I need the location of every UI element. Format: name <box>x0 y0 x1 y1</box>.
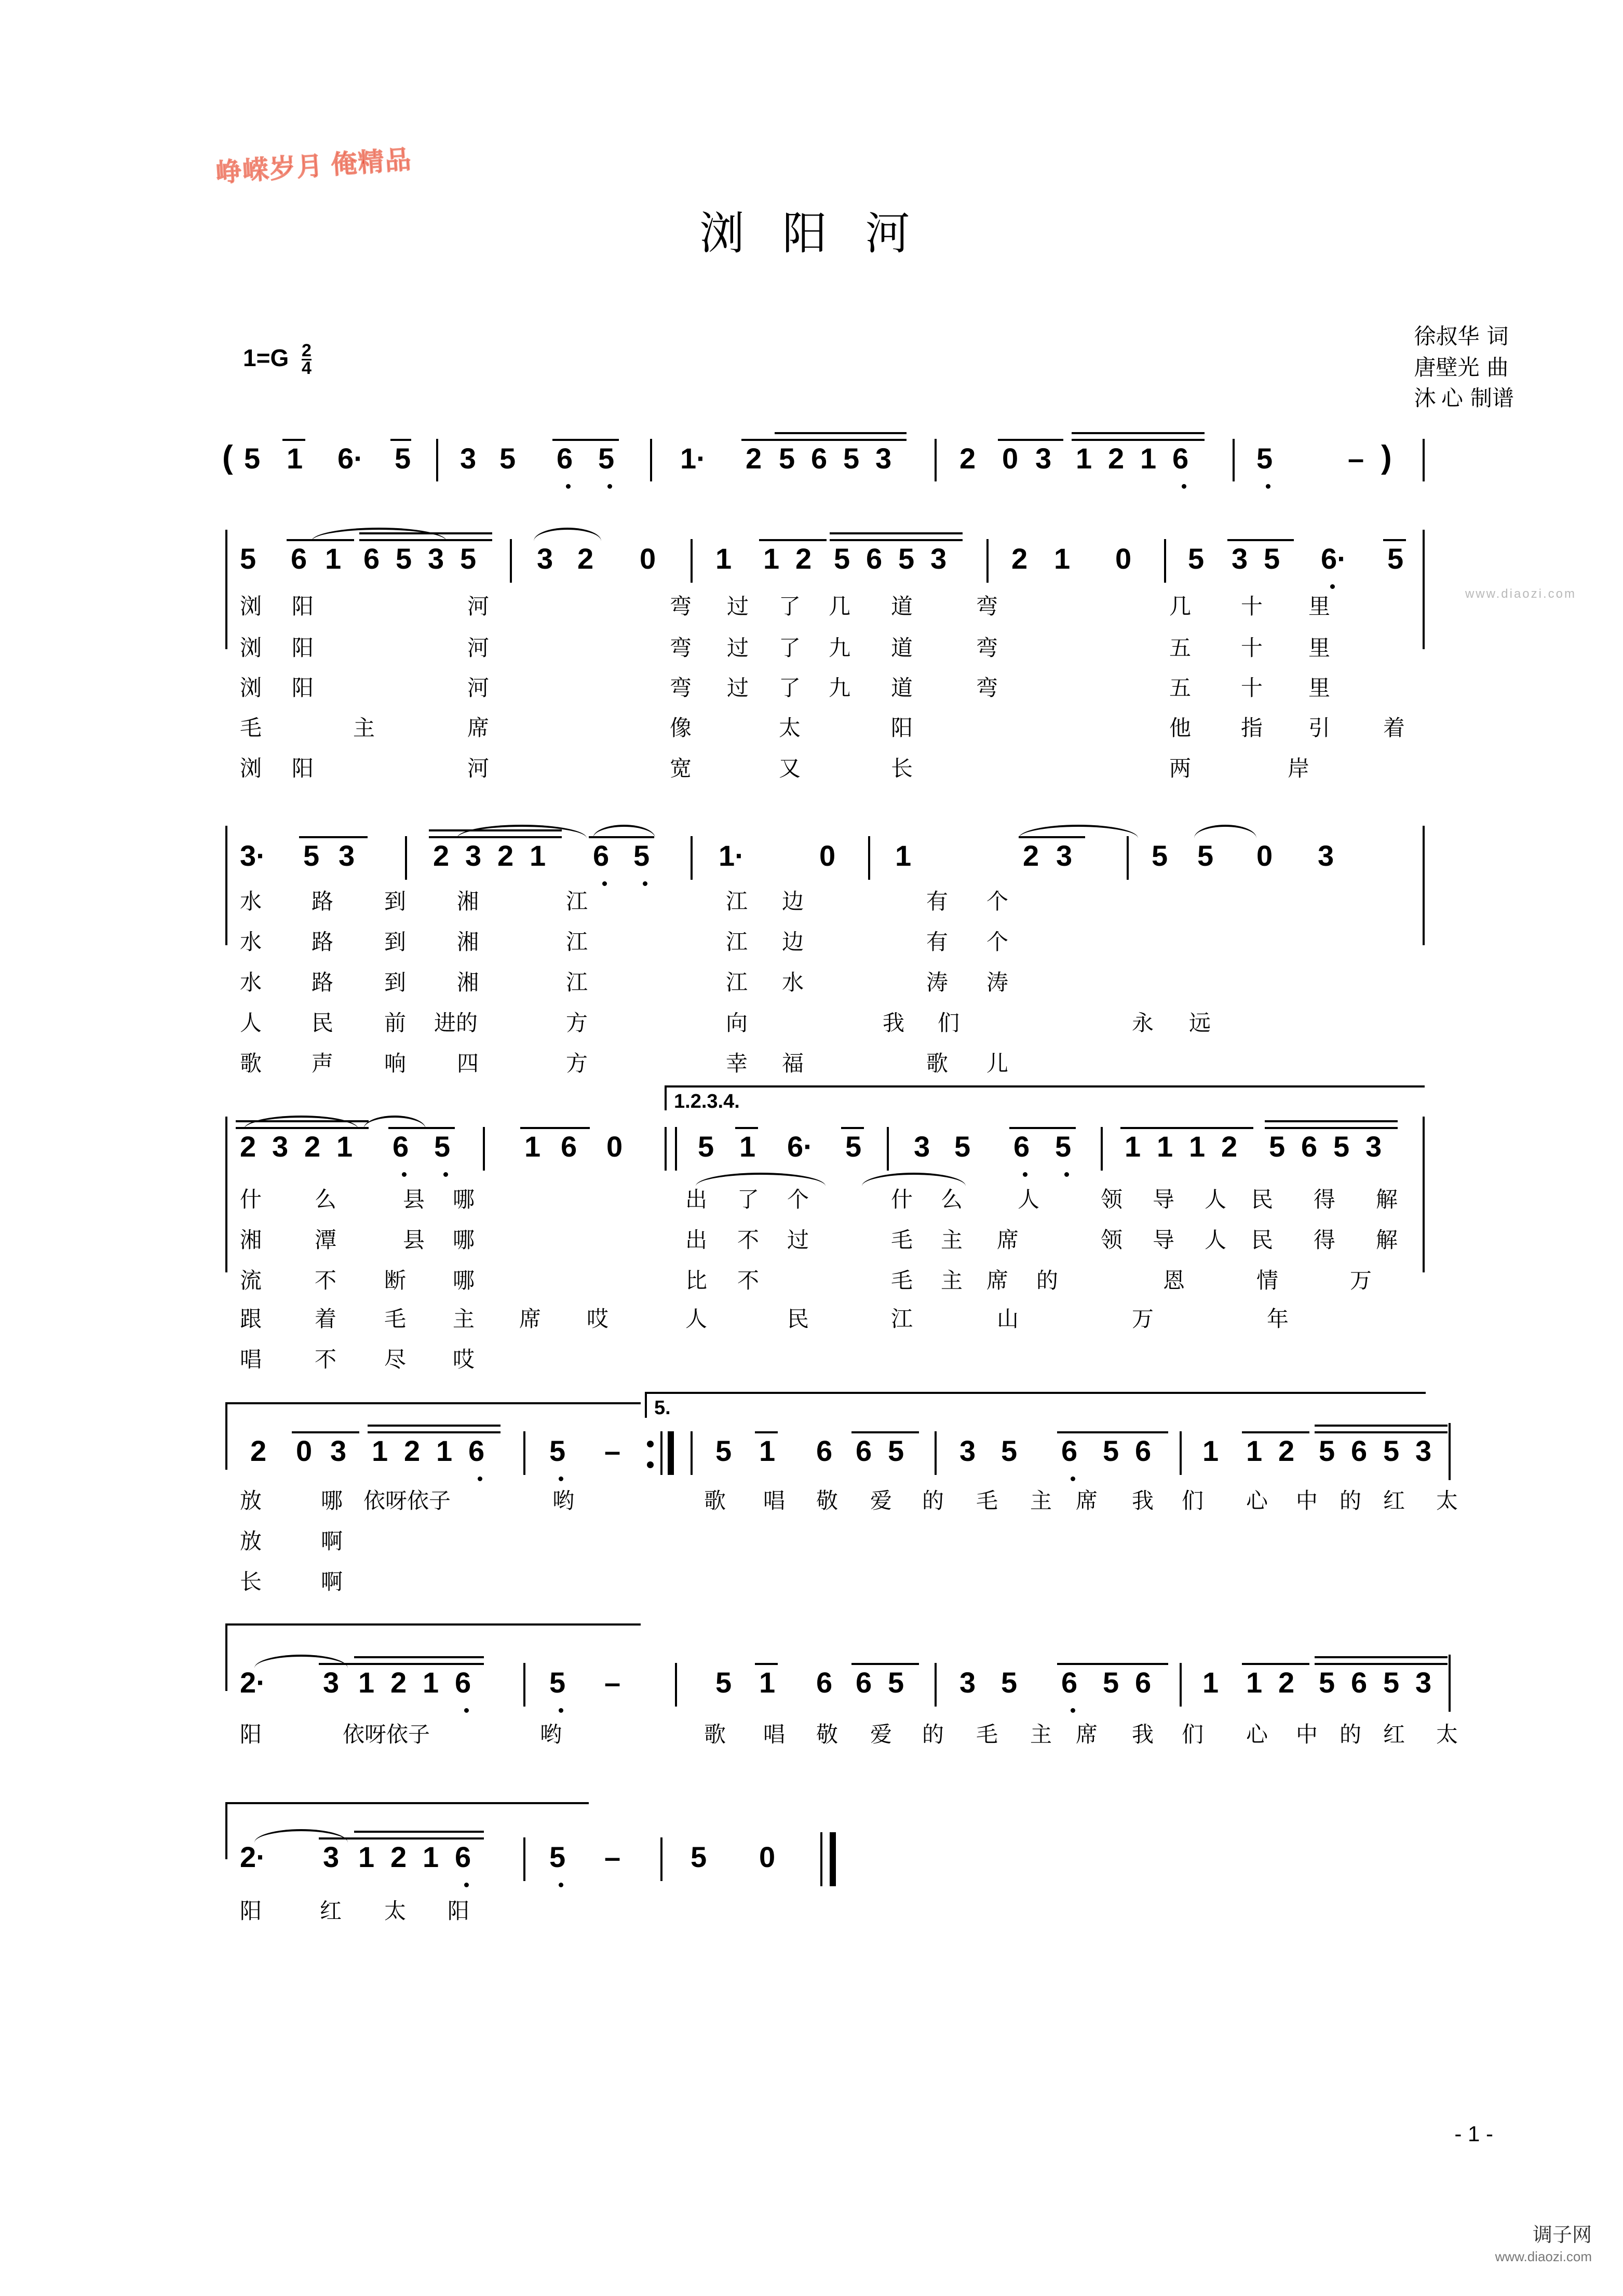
watermark-stamp: 峥嵘岁月 俺精品 <box>214 144 413 188</box>
volta-label: 1.2.3.4. <box>674 1091 740 1112</box>
credits <box>1414 322 1514 415</box>
key-signature-text: 1=G <box>243 344 289 371</box>
page-number: - 1 - <box>1454 2122 1493 2146</box>
site-url: www.diaozi.com <box>1495 2248 1592 2264</box>
sheet-music-page: 峥嵘岁月 俺精品 浏 阳 河 1=G $\frac{2}{4}$ 徐叔华 词 唐壁光 曲 沐 心 制谱 www.diaozi.com ( 5 1 6· 5 3 5 6 5 1· 2 5 6 5 3 2 0 3 1 2 1 6 5 – ) 5 6 1 6 5 3 5 3 2 0 1 1 2 5 6 5 3 2 1 0 5 3 5 6· 5 浏 阳 河 弯 过 了 几 道 弯 几 十 里 浏 阳 河 弯 过 了 九 道 弯 五 十 里 浏 阳 河 弯 过 了 九 道 弯 五 十 里 毛 主 席 像 太 阳 他 指 引 着 浏 阳 河 宽 又 长 两 岸 3· 5 3 2 3 2 1 6 5 1· 0 1 2 3 5 5 0 3 水 路 到 湘 江 江 边 有 个 水 路 到 湘 江 江 边 有 个 水 路 到 湘 江 江 水 涛 涛 人 民 前 进的 方 向 我 们 永 远 歌 声 响 四 方 幸 福 歌 儿 2 3 2 1 6 5 1 6 0 1.2.3.4. 5 1 6· 5 3 5 6 5 1 1 1 2 5 6 5 3 什 么 县 哪 出 了 个 什 么 人 领 导 人 民 得 解 湘 潭 县 哪 出 不 过 毛 主 席 领 导 人 民 得 解 流 不 断 哪 比 不 毛 主 席 的 恩 情 万 跟 着 毛 主 席 哎 人 民 江 山 万 年 唱 不 尽 哎 2 0 3 1 2 1 6 5 – 5. 5 1 6 6 5 3 5 6 5 6 1 1 2 5 6 5 3 放 哪 依呀依子 哟 歌 唱 敬 爱 的 毛 主 席 我 们 心 中 的 红 太 放 啊 长 啊 2· 3 1 2 1 6 5 – 5 1 6 6 5 3 5 6 5 6 1 1 2 5 6 5 3 阳 依呀依子 哟 歌 唱 敬 爱 的 毛 主 席 我 们 心 中 的 红 太 2· 3 1 2 1 6 5 – 5 0 阳 红 太 阳 - 1 - 调子网 www.diaozi.com <box>0 0 1623 2296</box>
site-watermark-top: www.diaozi.com <box>1465 587 1576 601</box>
site-name: 调子网 <box>1532 2224 1592 2246</box>
time-signature <box>302 343 312 377</box>
volta-bracket-1234 <box>665 1085 1425 1110</box>
time-signature-denominator: 4 <box>302 358 312 379</box>
time-signature-numerator: 2 <box>302 341 312 360</box>
site-credit <box>1495 2223 1592 2265</box>
key-signature <box>243 343 312 377</box>
volta-label-5: 5. <box>654 1397 671 1419</box>
volta-bracket-5 <box>645 1392 1426 1418</box>
page-title: 浏 阳 河 <box>699 209 924 259</box>
credit-composer: 唐壁光 曲 <box>1414 356 1509 380</box>
credit-lyricist: 徐叔华 词 <box>1414 325 1509 349</box>
credit-engraver: 沐 心 制谱 <box>1414 387 1514 411</box>
